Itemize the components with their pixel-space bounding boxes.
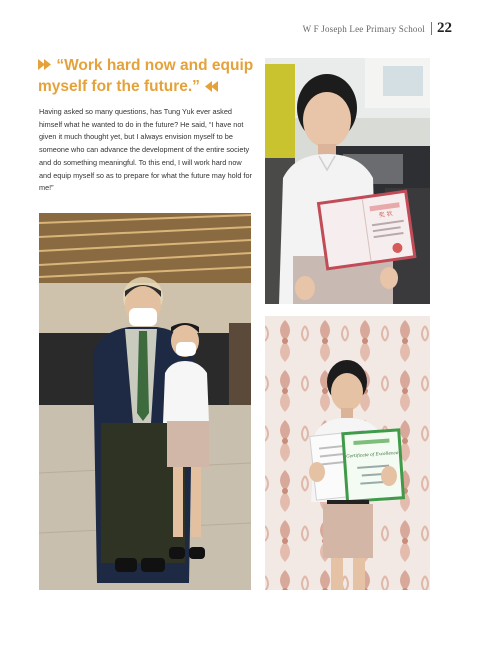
page-header [303, 20, 452, 37]
certificate-title-text: Certificate of Excellence [346, 449, 399, 459]
photo-man-and-boy-lobby [39, 213, 251, 590]
article-heading [38, 55, 258, 98]
photo-boy-with-certificate-classroom [265, 58, 430, 304]
photo-boy-with-certificate-curtain [265, 316, 430, 590]
heading-text: “Work hard now and equip myself for the future.” [38, 57, 254, 96]
school-name: W F Joseph Lee Primary School [302, 23, 425, 34]
header-divider [431, 22, 432, 35]
certificate-seal-text: 奖 状 [378, 210, 394, 220]
article-body: Having asked so many questions, has Tung Yuk ever asked himself what he wanted to do in the future? He said, “I have not given it much thought yet, but I always envision myself to be someone who can advance the development of the entire society and do something meaningful. To this end, I will work hard now and equip myself so as to prepare for what the future may hold for me!” [39, 107, 252, 193]
double-arrow-right-icon [38, 55, 52, 76]
page-number: 22 [437, 20, 452, 36]
double-arrow-left-icon [204, 77, 218, 98]
